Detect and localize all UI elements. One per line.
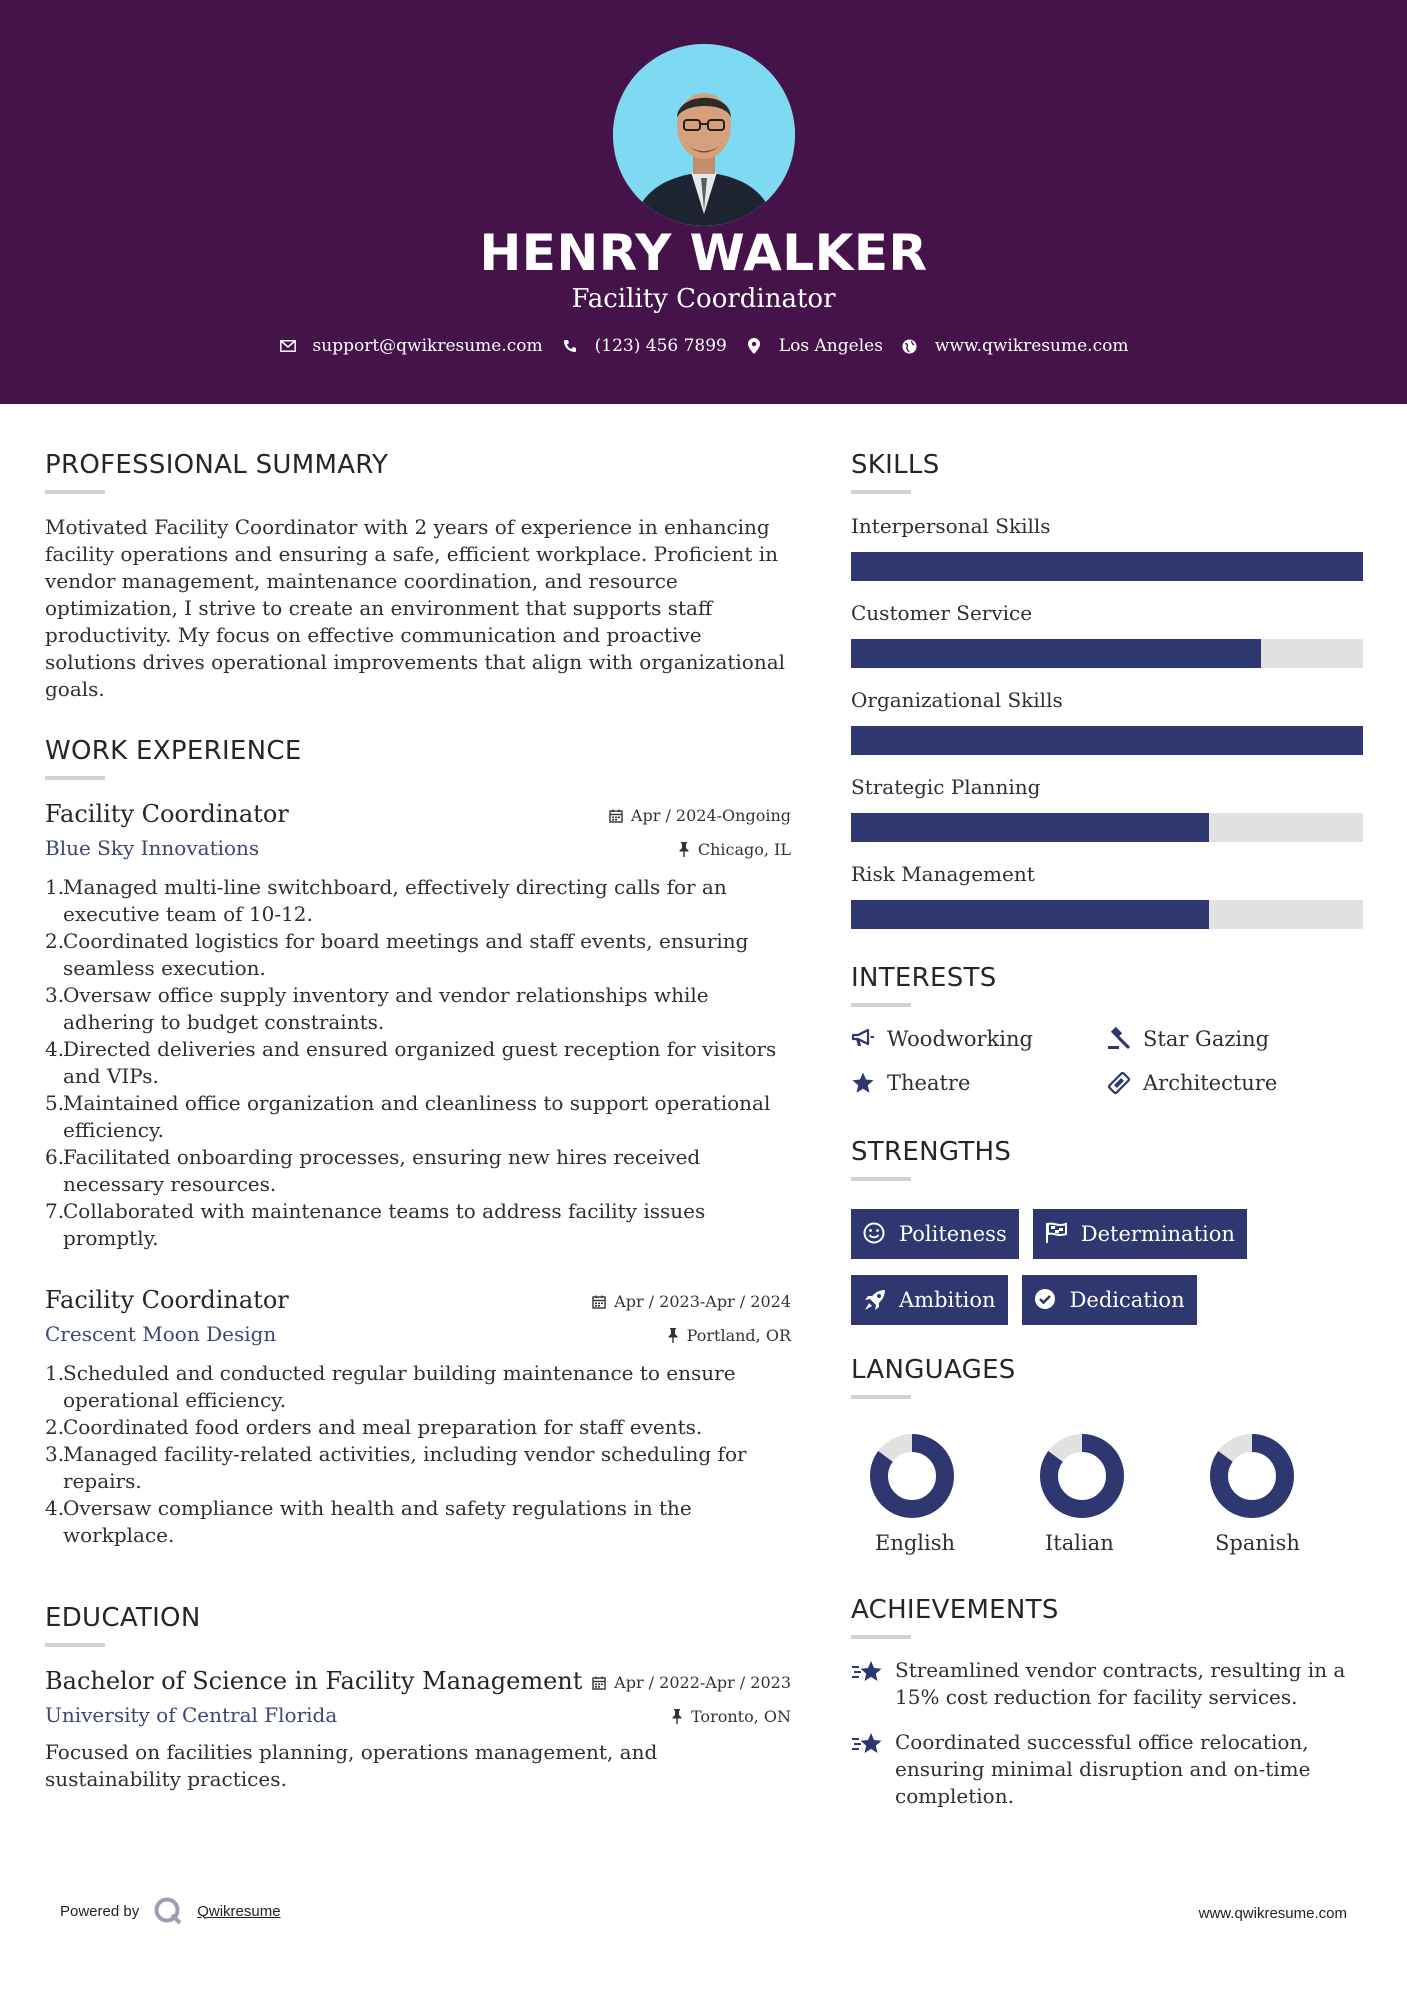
gavel-icon <box>1107 1027 1131 1051</box>
section-title: STRENGTHS <box>851 1137 1012 1167</box>
rocket-icon <box>863 1288 887 1312</box>
section-divider <box>851 1003 911 1007</box>
profile-photo <box>613 44 795 226</box>
interests-list <box>851 1027 1363 1095</box>
language-level-donut <box>1209 1433 1295 1519</box>
skill-bar <box>851 813 1363 842</box>
list-item: 1. Scheduled and conducted regular building maintenance to ensure operational efficiency. <box>45 1361 736 1412</box>
contact-bar <box>0 336 1407 356</box>
pushpin-icon <box>671 1709 683 1724</box>
list-item: 4. Oversaw compliance with health and safety regulations in the workplace. <box>45 1496 692 1547</box>
strength-label: Politeness <box>899 1222 1007 1246</box>
qwikresume-logo-icon <box>153 1896 183 1926</box>
contact-phone[interactable] <box>561 336 727 356</box>
envelope-icon <box>279 337 297 355</box>
language-level-donut <box>1039 1433 1125 1519</box>
check-circle-icon <box>1034 1288 1058 1312</box>
globe-icon <box>901 337 919 355</box>
section-divider <box>851 490 911 494</box>
skill-item <box>851 601 1363 668</box>
list-item: 4. Directed deliveries and ensured organized guest reception for visitors and VIPs. <box>45 1037 777 1088</box>
skill-label: Customer Service <box>851 601 1033 625</box>
achievement-text: Coordinated successful office relocation, ensuring minimal disruption and on-time completion. <box>895 1730 1311 1808</box>
achievement-text: Streamlined vendor contracts, resulting in a 15% cost reduction for facility services. <box>895 1658 1346 1709</box>
interest-label: Architecture <box>1143 1071 1278 1095</box>
job-date <box>609 806 791 825</box>
skill-bar <box>851 726 1363 755</box>
education-section <box>45 1603 791 1793</box>
degree-title: Bachelor of Science in Facility Management <box>45 1667 583 1695</box>
shooting-star-icon <box>851 1729 885 1759</box>
job-date-text: Apr / 2024-Ongoing <box>630 806 791 825</box>
calendar-icon <box>592 1295 606 1309</box>
skills-section <box>851 450 1363 929</box>
resume-header <box>0 0 1407 404</box>
skill-bar-fill <box>851 813 1209 842</box>
job-title: Facility Coordinator <box>45 1286 289 1314</box>
interest-label: Theatre <box>887 1071 971 1095</box>
contact-location-text: Los Angeles <box>778 336 883 356</box>
skill-bar <box>851 900 1363 929</box>
language-item <box>1021 1433 1191 1555</box>
strength-badge <box>1033 1209 1247 1259</box>
skill-bar-fill <box>851 726 1363 755</box>
candidate-name: HENRY WALKER <box>479 224 928 282</box>
language-label: Italian <box>1045 1531 1114 1555</box>
skill-item <box>851 514 1363 581</box>
phone-icon <box>561 337 579 355</box>
job-location <box>667 1326 791 1345</box>
qwikresume-link[interactable]: Qwikresume <box>197 1902 281 1920</box>
skills-list <box>851 514 1363 929</box>
job-entry <box>45 800 791 1252</box>
interest-item <box>851 1071 1107 1095</box>
strength-label: Determination <box>1080 1222 1235 1246</box>
contact-email-text: support@qwikresume.com <box>312 336 543 356</box>
interest-label: Woodworking <box>887 1027 1033 1051</box>
strength-badge <box>851 1209 1019 1259</box>
shooting-star-icon <box>851 1657 885 1687</box>
section-title: ACHIEVEMENTS <box>851 1595 1059 1625</box>
section-divider <box>851 1395 911 1399</box>
skill-bar-fill <box>851 552 1363 581</box>
list-item: 2. Coordinated logistics for board meetings and staff events, ensuring seamless execution. <box>45 929 749 980</box>
interest-label: Star Gazing <box>1143 1027 1270 1051</box>
school-name: University of Central Florida <box>45 1703 338 1727</box>
list-item: 7. Collaborated with maintenance teams to address facility issues promptly. <box>45 1199 706 1250</box>
candidate-role: Facility Coordinator <box>571 284 836 314</box>
smile-icon <box>863 1222 887 1246</box>
strength-label: Ambition <box>899 1288 996 1312</box>
skill-bar-fill <box>851 639 1261 668</box>
skill-item <box>851 775 1363 842</box>
skill-item <box>851 862 1363 929</box>
section-title: PROFESSIONAL SUMMARY <box>45 450 389 480</box>
skill-bar-fill <box>851 900 1209 929</box>
contact-phone-text: (123) 456 7899 <box>594 336 727 356</box>
section-title: EDUCATION <box>45 1603 201 1633</box>
skill-label: Interpersonal Skills <box>851 514 1051 538</box>
strengths-section <box>851 1137 1363 1341</box>
job-date-text: Apr / 2023-Apr / 2024 <box>614 1292 791 1311</box>
job-bullets <box>45 874 791 1252</box>
job-date <box>592 1292 791 1311</box>
ticket-icon <box>1107 1071 1131 1095</box>
strength-badge <box>851 1275 1008 1325</box>
skill-bar <box>851 552 1363 581</box>
job-entry <box>45 1286 791 1549</box>
achievement-item <box>851 1657 1363 1711</box>
skill-label: Risk Management <box>851 862 1035 886</box>
section-title: WORK EXPERIENCE <box>45 736 302 766</box>
interest-item <box>851 1027 1107 1051</box>
languages-list <box>851 1433 1363 1555</box>
contact-location <box>745 336 883 356</box>
section-title: SKILLS <box>851 450 940 480</box>
contact-email[interactable] <box>279 336 543 356</box>
strengths-list <box>851 1209 1363 1341</box>
list-item: 5. Maintained office organization and cleanliness to support operational efficiency. <box>45 1091 771 1142</box>
language-level-donut <box>869 1433 955 1519</box>
education-location-text: Toronto, ON <box>691 1707 791 1726</box>
list-item: 3. Managed facility-related activities, including vendor scheduling for repairs. <box>45 1442 747 1493</box>
job-location-text: Chicago, IL <box>697 840 791 859</box>
experience-section <box>45 736 791 1549</box>
education-entry <box>45 1667 791 1793</box>
section-divider <box>45 490 105 494</box>
education-description: Focused on facilities planning, operations management, and sustainability practices. <box>45 1740 658 1791</box>
calendar-icon <box>592 1676 606 1690</box>
skill-label: Strategic Planning <box>851 775 1041 799</box>
languages-section <box>851 1355 1363 1555</box>
achievements-list <box>851 1657 1363 1810</box>
job-company: Blue Sky Innovations <box>45 836 260 860</box>
section-divider <box>851 1177 911 1181</box>
interest-item <box>1107 1071 1363 1095</box>
education-location <box>671 1707 791 1726</box>
flag-icon <box>1045 1222 1069 1246</box>
contact-website[interactable] <box>901 336 1129 356</box>
achievement-item <box>851 1729 1363 1810</box>
education-date-text: Apr / 2022-Apr / 2023 <box>614 1673 791 1692</box>
interests-section <box>851 963 1363 1095</box>
right-column <box>851 450 1363 1810</box>
person-portrait-icon <box>613 44 795 226</box>
job-company: Crescent Moon Design <box>45 1322 277 1346</box>
interest-item <box>1107 1027 1363 1051</box>
powered-by-label: Powered by <box>60 1902 140 1920</box>
pushpin-icon <box>678 842 690 857</box>
education-date <box>592 1673 791 1692</box>
language-item <box>851 1433 1021 1555</box>
job-title: Facility Coordinator <box>45 800 289 828</box>
calendar-icon <box>609 809 623 823</box>
footer-powered-by <box>60 1896 281 1926</box>
star-icon <box>851 1071 875 1095</box>
list-item: 6. Facilitated onboarding processes, ensuring new hires received necessary resources. <box>45 1145 701 1196</box>
section-title: INTERESTS <box>851 963 997 993</box>
map-pin-icon <box>745 337 763 355</box>
achievements-section <box>851 1595 1363 1810</box>
job-location <box>678 840 791 859</box>
footer-website[interactable]: www.qwikresume.com <box>1198 1905 1347 1922</box>
summary-text: Motivated Facility Coordinator with 2 years of experience in enhancing facility operations and ensuring a safe, efficient workplace. Proficient in vendor management, maintenance coordination, and resource optimization, I strive to create an environment that supports staff productivity. My focus on effective communication and proactive solutions drives operational improvements that align with organizational goals. <box>45 515 786 701</box>
list-item: 3. Oversaw office supply inventory and vendor relationships while adhering to budget constraints. <box>45 983 709 1034</box>
pushpin-icon <box>667 1328 679 1343</box>
left-column <box>45 450 791 1793</box>
list-item: 2. Coordinated food orders and meal preparation for staff events. <box>45 1415 703 1439</box>
list-item: 1. Managed multi-line switchboard, effectively directing calls for an executive team of 10-12. <box>45 875 727 926</box>
language-label: Spanish <box>1215 1531 1300 1555</box>
language-item <box>1191 1433 1361 1555</box>
strength-badge <box>1022 1275 1197 1325</box>
skill-item <box>851 688 1363 755</box>
section-divider <box>45 1643 105 1647</box>
section-title: LANGUAGES <box>851 1355 1016 1385</box>
strength-label: Dedication <box>1069 1288 1185 1312</box>
megaphone-icon <box>851 1027 875 1051</box>
job-location-text: Portland, OR <box>686 1326 791 1345</box>
language-label: English <box>875 1531 956 1555</box>
section-divider <box>851 1635 911 1639</box>
job-bullets <box>45 1360 791 1549</box>
skill-label: Organizational Skills <box>851 688 1063 712</box>
summary-section <box>45 450 791 703</box>
section-divider <box>45 776 105 780</box>
contact-website-text: www.qwikresume.com <box>934 336 1129 356</box>
skill-bar <box>851 639 1363 668</box>
